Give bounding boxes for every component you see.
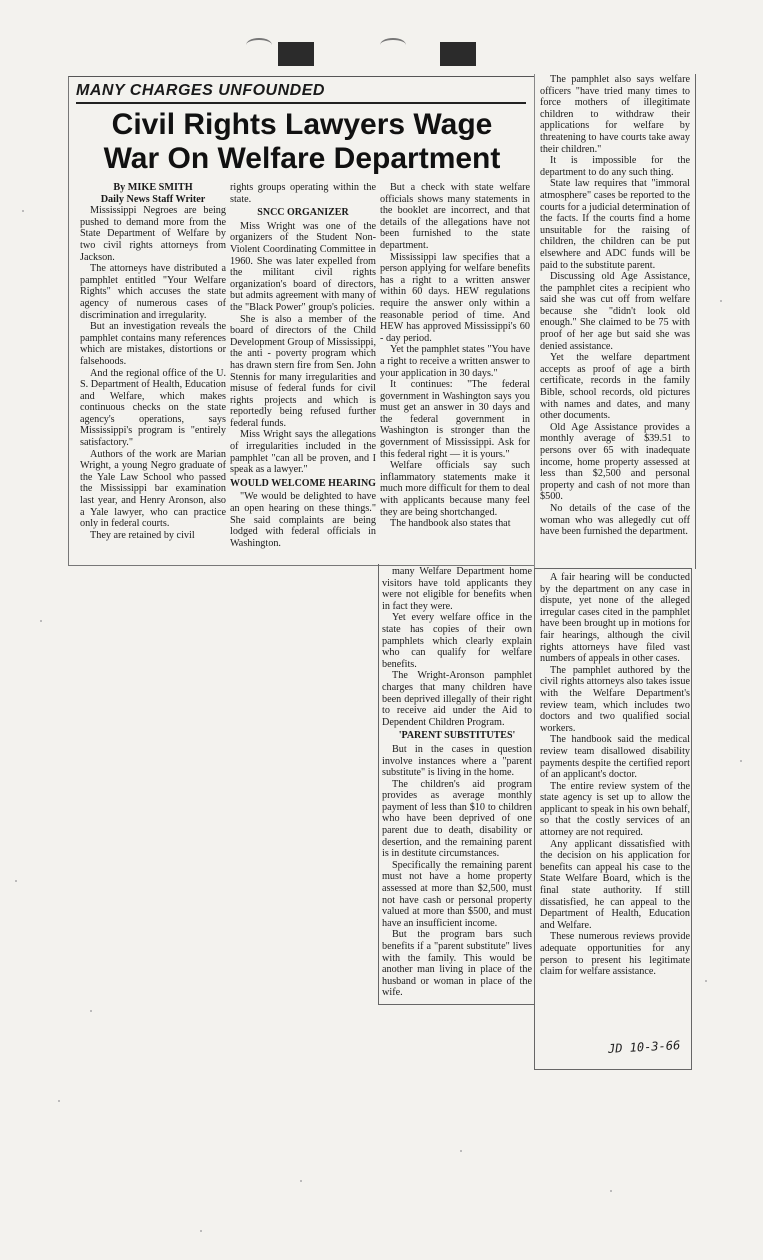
headline-line-1: Civil Rights Lawyers Wage <box>111 108 493 141</box>
paragraph: "We would be delighted to have an open hearing on these things." She said complaints are being lodged with federal officials in Washington. <box>230 491 376 549</box>
paragraph: Mississippi Negroes are being pushed to demand more from the State Department of Welfare by two civil rights attorneys from Jackson. <box>80 205 226 263</box>
paragraph: A fair hearing will be conducted by the department on any case in dispute, yet none of the alleged irregular cases cited in the pamphlet have been brought up in motions for fair hearings, although the civil rights attorneys have filed vast numbers of appeals in other cases. <box>540 572 690 665</box>
paragraph: Yet every welfare office in the state has copies of their own pamphlets which clearly explain who can qualify for welfare benefits. <box>382 612 532 670</box>
paragraph: State law requires that "immoral atmosphere" cases be reported to the courts for a judicial determination of the facts. If the courts find a home unsuitable for the raising of children, the children can be put elsewhere and ADC funds will be paid to the substitute parent. <box>540 178 690 271</box>
paragraph: Yet the welfare department accepts as proof of age a birth certificate, records in the family Bible, school records, old pictures with names and dates, and many other documents. <box>540 352 690 422</box>
paragraph: The handbook said the medical review team disallowed disability payments despite the certified report of an applicant's doctor. <box>540 734 690 781</box>
paragraph: It continues: "The federal government in Washington says you must get an answer in 30 days and the federal government in Washington is stronger than the government of Mississippi. Ask for this federal right — it is yours." <box>380 379 530 460</box>
paragraph: Yet the pamphlet states "You have a right to receive a written answer to your application in 30 days." <box>380 344 530 379</box>
column-4b-body <box>540 572 690 978</box>
paragraph: It is impossible for the department to do any such thing. <box>540 155 690 178</box>
scan-speck <box>15 880 17 882</box>
paragraph: Discussing old Age Assistance, the pamphlet cites a recipient who said she was cut off from welfare because she "didn't look old enough." She claimed to be 75 with proof of her age but said she was denied assistance. <box>540 271 690 352</box>
paragraph: Specifically the remaining parent must not have a home property assessed at more than $2,500, must not have cash or personal property valued at more than $500, and must have an insufficient income. <box>382 859 532 929</box>
article-column-1 <box>80 182 226 556</box>
scan-speck <box>610 1190 612 1192</box>
article-column-3 <box>380 182 530 560</box>
scan-speck <box>460 1150 462 1152</box>
byline-title: Daily News Staff Writer <box>100 193 206 205</box>
paragraph: She is also a member of the board of directors of the Child Development Group of Mississippi, the anti - poverty program which has drawn stern fire from Sen. John Stennis for many irregularities and misuse of federal funds for civil rights projects and which is reportedly being refused further federal funds. <box>230 313 376 429</box>
scan-speck <box>200 1230 202 1232</box>
headline-line-2: War On Welfare Department <box>103 142 501 175</box>
column-1-body <box>80 205 226 541</box>
binder-arc-right <box>380 38 406 52</box>
paragraph: But in the cases in question involve instances where a "parent substitute" is living in the home. <box>382 743 532 779</box>
paragraph: many Welfare Department home visitors have told applicants they were not eligible for benefits when in fact they were. <box>382 566 532 612</box>
column-3c-body <box>382 744 532 999</box>
paragraph: The Wright-Aronson pamphlet charges that many children have been deprived illegally of their right to receive aid under the Aid to Dependent Children Program. <box>382 670 532 728</box>
article-column-4 <box>540 74 690 568</box>
column-4-body <box>540 74 690 538</box>
paragraph: The children's aid program provides as average monthly payment of less than $10 to children who have been deprived of one parent due to death, disability or desertion, and the remaining parent is in destitute circumstances. <box>382 778 532 860</box>
paragraph: But the program bars such benefits if a "parent substitute" lives with the family. This would be another man living in place of the husband or woman in place of the wife. <box>382 929 532 999</box>
paragraph: No details of the case of the woman who was allegedly cut off have been furnished the department. <box>540 502 690 538</box>
paragraph: Mississippi law specifies that a person applying for welfare benefits has a right to a written answer within 60 days. HEW regulations require the answer only within a reasonable period of time. And HEW has approved Mississippi's 60 - day period. <box>380 251 530 344</box>
scan-speck <box>300 1180 302 1182</box>
paragraph: Authors of the work are Marian Wright, a young Negro graduate of the Yale Law School who passed the Mississippi bar examination last year, and Henry Aronson, also a Yale lawyer, who can practice only in federal courts. <box>80 448 226 530</box>
paragraph: And the regional office of the U. S. Department of Health, Education and Welfare, which makes continuous checks on the state agency's operations, says Mississippi's program is "entirely satisfactory." <box>80 367 226 449</box>
paragraph: Miss Wright says the allegations of irregularities included in the pamphlet "can all be proven, and I speak as a lawyer." <box>230 429 376 476</box>
paragraph: They are retained by civil <box>90 529 195 541</box>
kicker: MANY CHARGES UNFOUNDED <box>76 82 526 104</box>
column-2-end <box>230 491 376 549</box>
paragraph: The attorneys have distributed a pamphlet entitled "Your Welfare Rights" which accuses the state agency of numerous cases of discrimination and irregularity. <box>80 263 226 321</box>
scan-speck <box>720 300 722 302</box>
subhead-would-welcome-hearing: WOULD WELCOME HEARING <box>230 477 376 489</box>
paragraph: Any applicant dissatisfied with the decision on his application for benefits can appeal his case to the State Welfare Board, which is the final state authority. If still dissatisfied, he can appeal to the Department of Health, Education and Welfare. <box>540 838 690 931</box>
paragraph: The handbook also states that <box>390 518 511 530</box>
binder-arc-left <box>246 38 272 52</box>
column-3b-body <box>382 566 532 728</box>
scan-speck <box>705 980 707 982</box>
paragraph: But a check with state welfare officials shows many statements in the booklet are incorrect, and that details of the allegations have not been furnished to the state department. <box>380 182 530 251</box>
scan-speck <box>22 210 24 212</box>
column-2-body <box>230 221 376 476</box>
binder-tab-right <box>440 42 476 66</box>
paragraph: Welfare officials say such inflammatory statements make it much more difficult for them to deal with applicants because many feel they are being shortchanged. <box>380 460 530 518</box>
binder-tab-left <box>278 42 314 66</box>
article-column-3-continued <box>382 566 532 1000</box>
subhead-sncc-organizer: SNCC ORGANIZER <box>257 207 349 219</box>
article-column-4-continued <box>540 572 690 1066</box>
scan-speck <box>58 1100 60 1102</box>
paragraph: Miss Wright was one of the organizers of the Student Non-Violent Coordinating Committee in 1960. She was later expelled from the militant civil rights organization's board of directors, but admits agreement with many of the "Black Power" group's policies. <box>230 220 376 313</box>
paragraph: The pamphlet authored by the civil rights attorneys also takes issue with the Welfare Department's review team, which includes two doctors and two qualified social workers. <box>540 664 690 734</box>
paragraph: These numerous reviews provide adequate opportunities for any person to present his legitimate claim for welfare assistance. <box>540 931 690 978</box>
byline-name: By MIKE SMITH <box>113 182 193 193</box>
headline <box>70 108 534 176</box>
scan-speck <box>40 620 42 622</box>
scan-speck <box>740 760 742 762</box>
article-column-2 <box>230 182 376 556</box>
paragraph: Old Age Assistance provides a monthly average of $39.51 to persons over 65 with inadequate income, home property assessed at less than $2,500 and personal property and cash of not more than $500. <box>540 421 690 503</box>
scan-speck <box>90 1010 92 1012</box>
paragraph: But an investigation reveals the pamphlet contains many references which are mistakes, distortions or falsehoods. <box>80 321 226 367</box>
subhead-parent-substitutes: 'PARENT SUBSTITUTES' <box>398 730 516 742</box>
column-3-body <box>380 182 530 530</box>
handwritten-date-signature: JD 10-3-66 <box>607 1038 681 1056</box>
paragraph: The entire review system of the state agency is set up to allow the applicant to speak in his own behalf, so that the costly services of an attorney are not required. <box>540 780 690 839</box>
paragraph: The pamphlet also says welfare officers "have tried many times to force mothers of illegitimate children to withdraw their applications for welfare by threatening to have courts take away their children." <box>540 74 690 155</box>
column-2-intro: rights groups operating within the state. <box>230 182 376 205</box>
